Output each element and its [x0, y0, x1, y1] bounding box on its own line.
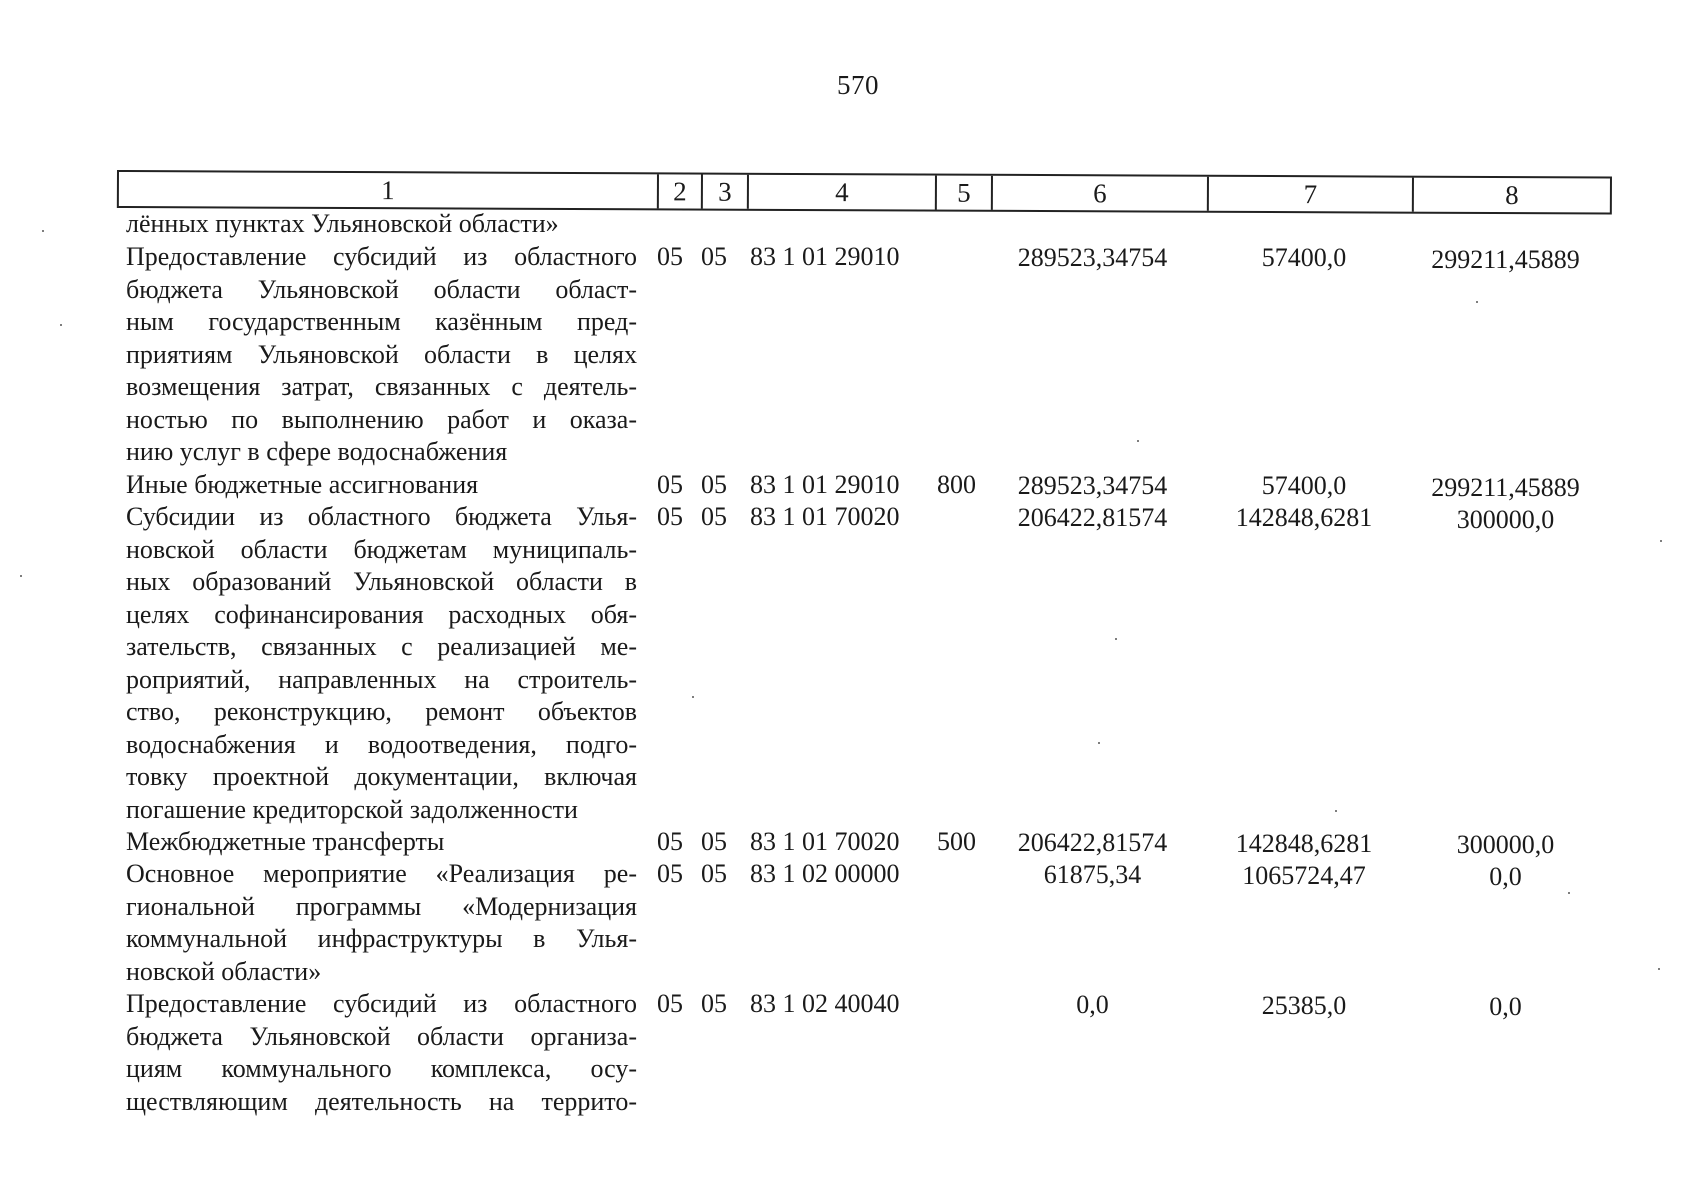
description-line: ных образований Ульяновской области в	[126, 567, 637, 596]
amount-col-8: 0,0	[1489, 992, 1522, 1021]
amount-col-6: 0,0	[1076, 990, 1109, 1019]
subsection-code: 05	[701, 859, 727, 888]
description-line: Предоставление субсидий из областного	[126, 242, 637, 271]
subsection-code: 05	[701, 242, 727, 271]
description-line: новской области»	[126, 956, 322, 986]
row-description	[126, 469, 637, 502]
section-code: 05	[657, 827, 683, 856]
description-line: зательств, связанных с реализацией ме-	[126, 632, 637, 661]
section-code: 05	[657, 502, 683, 531]
description-line: товку проектной документации, включая	[126, 762, 637, 791]
scan-speck	[1098, 742, 1100, 744]
description-line: Субсидии из областного бюджета Улья-	[126, 502, 637, 531]
description-line: Основное мероприятие «Реализация ре-	[126, 859, 637, 888]
amount-col-6: 61875,34	[1043, 860, 1142, 889]
amount-col-8: 300000,0	[1456, 505, 1555, 534]
description-line: роприятий, направленных на строитель-	[126, 664, 637, 694]
target-article-code: 83 1 02 40040	[750, 989, 900, 1018]
subsection-code: 05	[701, 827, 727, 856]
row-description	[126, 988, 637, 1118]
scan-speck	[1660, 540, 1662, 542]
header-col-1: 1	[119, 172, 659, 208]
target-article-code: 83 1 02 00000	[750, 859, 900, 888]
row-description	[126, 858, 637, 988]
header-col-7: 7	[1209, 177, 1414, 212]
row-description	[126, 208, 637, 241]
page-number: 570	[837, 70, 879, 100]
scan-speck	[42, 230, 44, 232]
row-description	[126, 241, 637, 469]
scan-speck	[692, 696, 694, 698]
target-article-code: 83 1 01 29010	[750, 242, 900, 271]
description-line: возмещения затрат, связанных с деятель-	[126, 372, 637, 401]
description-line: ство, реконструкцию, ремонт объектов	[126, 697, 637, 726]
header-col-4: 4	[749, 175, 937, 210]
scan-speck	[1115, 638, 1117, 640]
header-col-8: 8	[1505, 180, 1519, 211]
row-description	[126, 501, 637, 826]
expense-type-code: 800	[937, 470, 976, 499]
scan-speck	[20, 575, 22, 577]
scan-speck	[1568, 892, 1570, 894]
description-line: Межбюджетные трансферты	[126, 827, 445, 856]
amount-col-8: 299211,45889	[1431, 473, 1580, 502]
description-line: Предоставление субсидий из областного	[126, 989, 637, 1018]
scan-speck	[1137, 440, 1139, 442]
description-line: циям коммунального комплекса, осу-	[126, 1054, 637, 1083]
scan-speck	[1658, 968, 1660, 970]
section-code: 05	[657, 859, 683, 888]
description-line: бюджета Ульяновской области организа-	[126, 1021, 637, 1051]
header-col-6: 6	[993, 176, 1209, 211]
amount-col-6: 206422,81574	[1017, 828, 1168, 857]
section-code: 05	[657, 242, 683, 271]
amount-col-8: 0,0	[1489, 862, 1522, 891]
description-line: погашение кредиторской задолженности	[126, 794, 578, 824]
amount-col-8: 299211,45889	[1431, 245, 1580, 274]
amount-col-6: 206422,81574	[1017, 503, 1168, 532]
target-article-code: 83 1 01 70020	[750, 827, 900, 856]
header-col-3: 3	[703, 175, 749, 209]
target-article-code: 83 1 01 70020	[750, 502, 900, 531]
section-code: 05	[657, 470, 683, 499]
description-line: коммунальной инфраструктуры в Улья-	[126, 924, 637, 953]
row-description	[126, 826, 637, 859]
description-line: гиональной программы «Модернизация	[126, 891, 637, 921]
section-code: 05	[657, 989, 683, 1018]
description-line: целях софинансирования расходных обя-	[126, 599, 637, 629]
amount-col-7: 57400,0	[1261, 243, 1347, 272]
amount-col-7: 142848,6281	[1235, 829, 1373, 858]
description-line: новской области бюджетам муниципаль-	[126, 534, 637, 564]
description-line: ностью по выполнению работ и оказа-	[126, 404, 637, 434]
description-line: бюджета Ульяновской области област-	[126, 274, 637, 304]
amount-col-8: 300000,0	[1456, 830, 1555, 859]
description-line: водоснабжения и водоотведения, подго-	[126, 729, 637, 759]
scan-speck	[60, 324, 62, 326]
description-line: ществляющим деятельность на террито-	[126, 1086, 637, 1116]
amount-col-7: 25385,0	[1261, 991, 1347, 1020]
amount-col-6: 289523,34754	[1017, 471, 1168, 500]
description-line: нию услуг в сфере водоснабжения	[126, 437, 508, 466]
scan-speck	[1335, 810, 1337, 812]
header-col-2: 2	[659, 174, 703, 208]
amount-col-6: 289523,34754	[1017, 243, 1168, 272]
scan-speck	[1476, 301, 1478, 303]
description-line: Иные бюджетные ассигнования	[126, 470, 479, 499]
subsection-code: 05	[701, 989, 727, 1018]
subsection-code: 05	[701, 470, 727, 499]
description-line: лённых пунктах Ульяновской области»	[126, 209, 559, 238]
subsection-code: 05	[701, 502, 727, 531]
amount-col-7: 57400,0	[1261, 471, 1347, 500]
expense-type-code: 500	[937, 827, 976, 856]
header-col-5: 5	[937, 176, 993, 210]
target-article-code: 83 1 01 29010	[750, 470, 900, 499]
amount-col-7: 1065724,47	[1242, 861, 1366, 890]
amount-col-7: 142848,6281	[1235, 503, 1373, 532]
description-line: ным государственным казённым пред-	[126, 307, 637, 336]
description-line: приятиям Ульяновской области в целях	[126, 339, 637, 369]
